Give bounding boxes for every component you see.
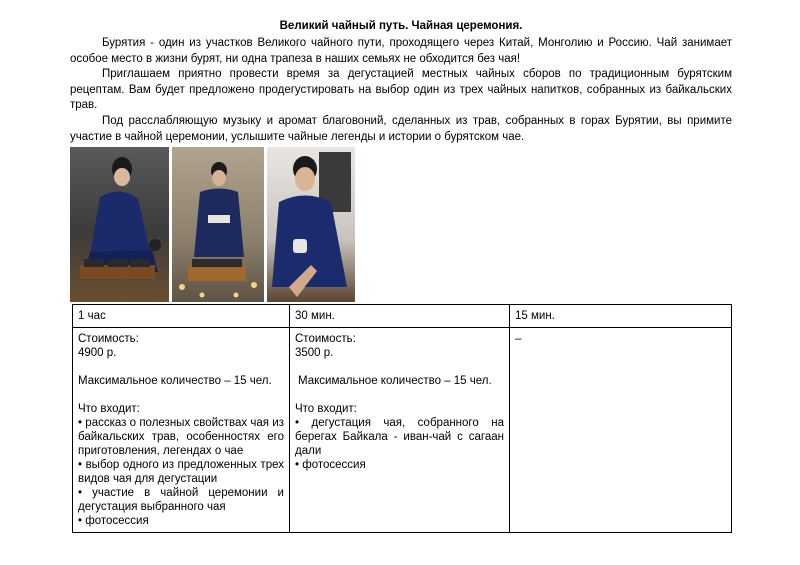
table-body-row (73, 328, 732, 533)
max-people: Максимальное количество – 15 чел. (298, 375, 492, 387)
header-30-min: 30 мин. (290, 305, 510, 328)
cost-value: 4900 р. (78, 347, 117, 359)
paragraph-1: Бурятия - один из участков Великого чайного пути, проходящего через Китай, Монголию и Россию. Чай занимает особое место в жизни бурят, ни одна трапеза в наших семьях не обходится без чая! (70, 37, 732, 65)
list-item: • дегустация чая, собранного на берегах Байкала - иван-чай с сагаан дали (295, 416, 504, 458)
photo-collage (70, 147, 355, 302)
cell-1-hour (73, 328, 290, 533)
includes-label: Что входит: (78, 403, 140, 415)
includes-label: Что входит: (295, 403, 357, 415)
list-item: • фотосессия (78, 514, 284, 528)
paragraph-3: Под расслабляющую музыку и аромат благовоний, сделанных из трав, собранных в горах Бурятии, вы примите участие в чайной церемонии, услышите чайные легенды и истории о бурятском чае. (70, 115, 732, 143)
table-header-row (73, 305, 732, 328)
list-item: • участие в чайной церемонии и дегустация выбранного чая (78, 486, 284, 514)
cost-label: Стоимость: (295, 333, 356, 345)
tea-ceremony-photo-2 (172, 147, 264, 302)
cost-label: Стоимость: (78, 333, 139, 345)
tariff-table (72, 304, 732, 533)
list-item: • рассказ о полезных свойствах чая из байкальских трав, особенностях его приготовления, легендах о чае (78, 416, 284, 458)
tea-ceremony-photo-1 (70, 147, 169, 302)
list-item: • выбор одного из предложенных трех видов чая для дегустации (78, 458, 284, 486)
cell-15-min: – (510, 328, 732, 533)
document-title: Великий чайный путь. Чайная церемония. (279, 20, 523, 32)
max-people: Максимальное количество – 15 чел. (78, 375, 272, 387)
header-1-hour: 1 час (73, 305, 290, 328)
cell-30-min (290, 328, 510, 533)
includes-list (295, 416, 504, 472)
list-item: • фотосессия (295, 458, 504, 472)
includes-list (78, 416, 284, 528)
cost-value: 3500 р. (295, 347, 334, 359)
tea-ceremony-photo-3 (267, 147, 355, 302)
header-15-min: 15 мин. (510, 305, 732, 328)
paragraph-2: Приглашаем приятно провести время за дегустацией местных чайных сборов по традиционным бурятским рецептам. Вам будет предложено продегустировать на выбор один из трех чайных напитков, собранных из байкальских трав. (70, 68, 732, 111)
